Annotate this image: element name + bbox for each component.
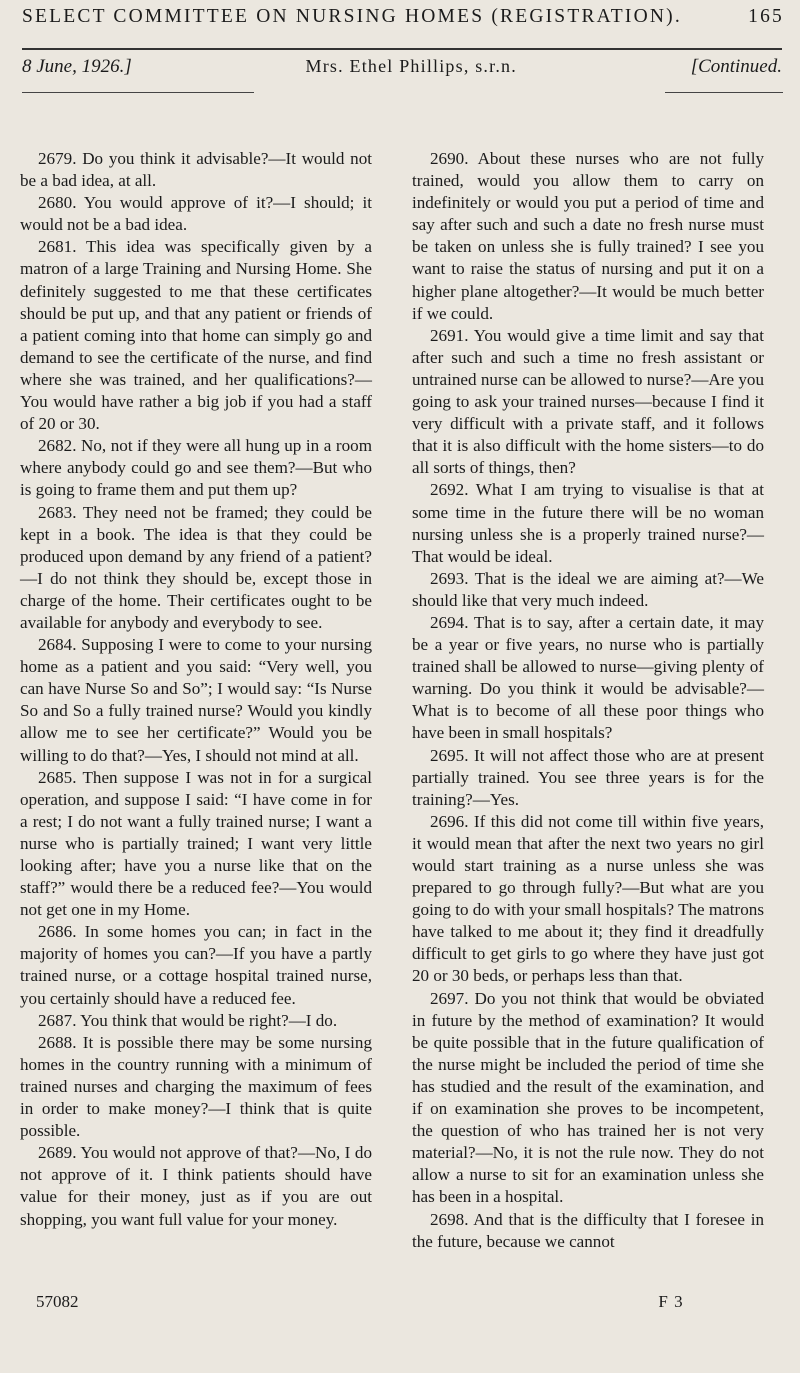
paragraph: 2692. What I am trying to visualise is that at some time in the future there will be no woman nursing unless she is a properly trained nurse?—That would be ideal. <box>412 480 764 566</box>
paragraph: 2690. About these nurses who are not fully trained, would you allow them to carry on indefinitely or would you put a period of time and say after such and such a date no fresh nurse must be taken on unless she is fully trained? I see you want to raise the status of nursing and put it on a higher plane altogether?—It would be much better if we could. <box>412 149 764 323</box>
paragraph: 2684. Supposing I were to come to your nursing home as a patient and you said: “Very well, you can have Nurse So and So”; I would say: “Is Nurse So and So a fully trained nurse? Would you kindly allow me to see her certificate?” Would you be willing to do that?—Yes, I should not mind at all. <box>20 635 372 765</box>
header-rule <box>22 48 782 50</box>
paragraph: 2689. You would not approve of that?—No, I do not approve of it. I think patients should have value for their money, just as if you are out shopping, you want full value for your money. <box>20 1143 372 1229</box>
running-head <box>22 6 784 28</box>
continued-label: [Continued. <box>690 56 782 77</box>
sub-rule-right <box>665 92 783 93</box>
paragraph: 2687. You think that would be right?—I do. <box>38 1010 338 1030</box>
paragraph: 2688. It is possible there may be some nursing homes in the country running with a minimum of trained nurses and charging the maximum of fees in order to make money?—I think that is quite possible. <box>20 1032 372 1141</box>
folio-number: 57082 <box>36 1292 79 1311</box>
running-title: SELECT COMMITTEE ON NURSING HOMES (REGISTRATION). <box>22 6 682 27</box>
paragraph: 2697. Do you not think that would be obviated in future by the method of examination? It would be quite possible that in the future qualification of the nurse might be included the period of time she has studied and the result of the examination, and if on examination she proves to be incompetent, the question of who has trained her is not very material?—No, it is not the rule now. They do not allow a nurse to sit for an examination unless she has been in a hospital. <box>412 988 764 1207</box>
paragraph: 2696. If this did not come till within five years, it would mean that after the next two years no girl would start training as a nurse unless she was prepared to go through fully?—But what are you going to do with your small hospitals? The matrons have talked to me about it; they find it dreadfully difficult to get girls to go where they have just got 20 or 30 beds, or perhaps less than that. <box>412 811 764 986</box>
sub-header <box>22 56 782 78</box>
left-column <box>20 148 372 1231</box>
sub-rule-left <box>22 92 254 93</box>
paragraph: 2698. And that is the difficulty that I foresee in the future, because we cannot <box>412 1209 764 1251</box>
witness-name: Mrs. Ethel Phillips, s.r.n. <box>305 56 517 76</box>
paragraph: 2683. They need not be framed; they could be kept in a book. The idea is that they could be produced upon demand by any friend of a patient?—I do not think they should be, except those in charge of the home. Their certificates ought to be available for anybody and everybody to see. <box>20 502 372 632</box>
paragraph: 2694. That is to say, after a certain date, it may be a year or five years, no nurse who is partially trained shall be allowed to nurse—giving plenty of warning. Do you think it would be advisable?—What is to become of all these poor things who have been in small hospitals? <box>412 612 764 743</box>
right-column <box>412 148 764 1253</box>
paragraph: 2686. In some homes you can; in fact in the majority of homes you can?—If you have a partly trained nurse, or a cottage hospital trained nurse, you certainly should have a reduced fee. <box>20 922 372 1008</box>
paragraph: 2695. It will not affect those who are at present partially trained. You see three years is for the training?—Yes. <box>412 745 764 809</box>
paragraph: 2679. Do you think it advisable?—It would not be a bad idea, at all. <box>20 149 372 191</box>
paragraph: 2685. Then suppose I was not in for a surgical operation, and suppose I said: “I have come in for a rest; I do not want a fully trained nurse; I want a nurse who is partially trained; I want very little looking after; have you a nurse like that on the staff?” would there be a reduced fee?—You would not get one in my Home. <box>20 767 372 920</box>
paragraph: 2682. No, not if they were all hung up in a room where anybody could go and see them?—But who is going to frame them and put them up? <box>20 436 372 500</box>
paragraph: 2680. You would approve of it?—I should; it would not be a bad idea. <box>20 193 372 235</box>
signature-mark: F 3 <box>658 1292 684 1311</box>
paragraph: 2693. That is the ideal we are aiming at?—We should like that very much indeed. <box>412 568 764 610</box>
page-number: 165 <box>748 6 784 27</box>
paragraph: 2691. You would give a time limit and say that after such and such a time no fresh assistant or untrained nurse can be allowed to nurse?—Are you going to ask your trained nurses—because I find it very difficult with a private staff, and it follows that it is also difficult with the home sisters—to do all sorts of things, then? <box>412 325 764 478</box>
sitting-date: 8 June, 1926.] <box>22 56 132 77</box>
paragraph: 2681. This idea was specifically given by a matron of a large Training and Nursing Home. She definitely suggested to me that these certificates should be put up, and that any patient or friends of a patient coming into that home can simply go and demand to see the certificate of the nurse, and find where she was trained, and her qualifications?—You would have rather a big job if you had a staff of 20 or 30. <box>20 237 372 434</box>
